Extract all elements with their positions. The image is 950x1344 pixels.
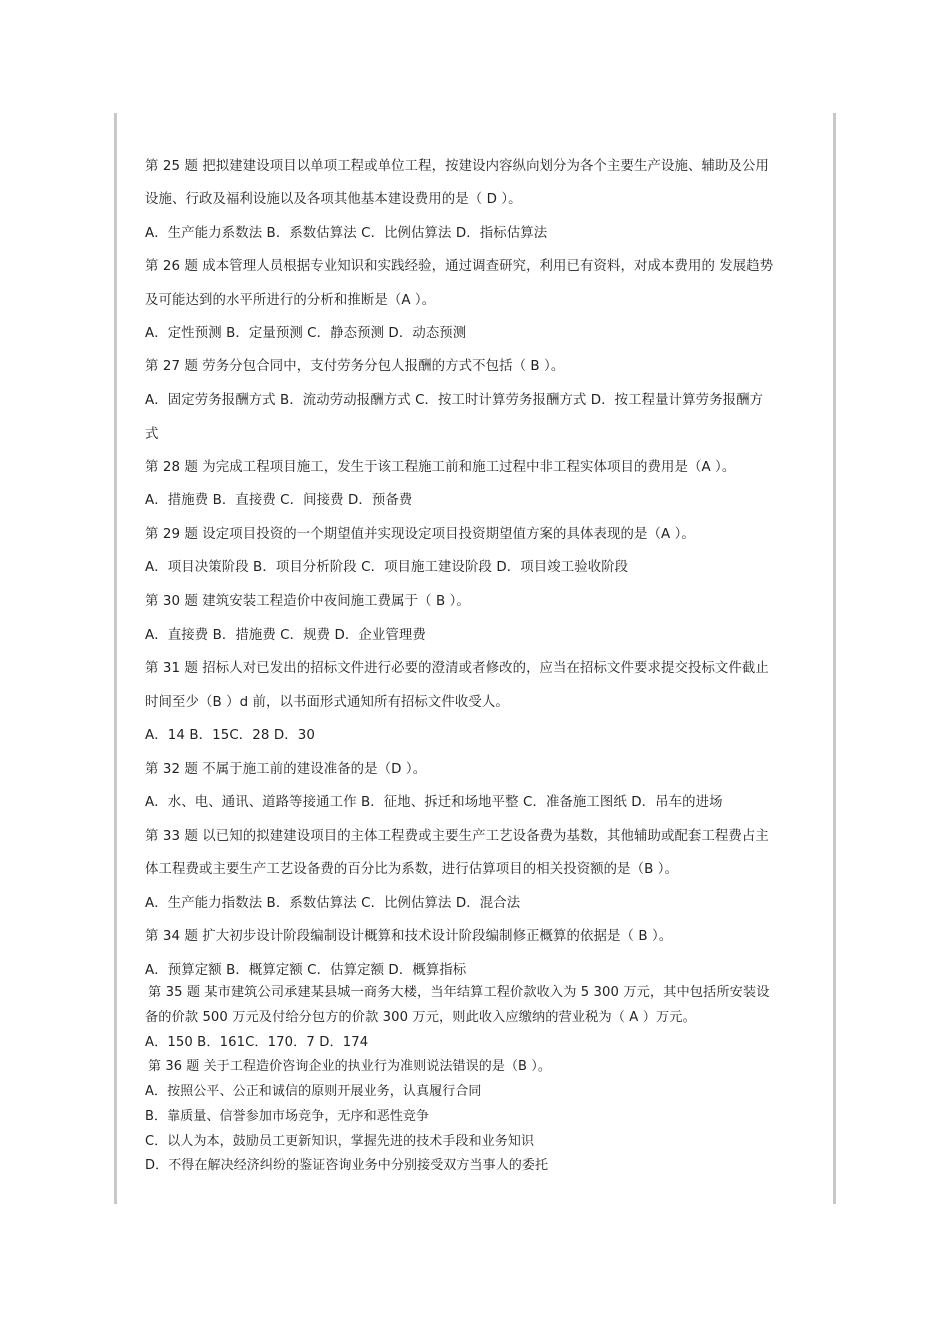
q35-options: A．150 B．161C．170．7 D．174	[145, 1035, 369, 1050]
q25-stem-line1: 第 25 题 把拟建建设项目以单项工程或单位工程，按建设内容纵向划分为各个主要生产设施、辅助及公用	[145, 159, 769, 174]
q31-stem-line2: 时间至少（B ）d 前，以书面形式通知所有招标文件收受人。	[145, 695, 509, 710]
q27-stem: 第 27 题 劳务分包合同中，支付劳务分包人报酬的方式不包括（ B ）。	[145, 359, 565, 374]
q28-stem: 第 28 题 为完成工程项目施工，发生于该工程施工前和施工过程中非工程实体项目的费用是（A ）。	[145, 460, 736, 475]
q30-stem: 第 30 题 建筑安装工程造价中夜间施工费属于（ B ）。	[145, 594, 470, 609]
q36-option-c: C．以人为本，鼓励员工更新知识，掌握先进的技术手段和业务知识	[145, 1134, 535, 1149]
q31-options: A．14 B．15C．28 D．30	[145, 728, 316, 743]
q33-stem-line1: 第 33 题 以已知的拟建建设项目的主体工程费或主要生产工艺设备费为基数，其他辅助或配套工程费占主	[145, 829, 769, 844]
q29-stem: 第 29 题 设定项目投资的一个期望值并实现设定项目投资期望值方案的具体表现的是（A ）。	[145, 527, 695, 542]
q32-options: A．水、电、通讯、道路等接通工作 B．征地、拆迁和场地平整 C．准备施工图纸 D．吊车的进场	[145, 795, 723, 810]
q36-option-b: B．靠质量、信誉参加市场竞争，无序和恶性竞争	[145, 1109, 430, 1124]
q27-options-line2: 式	[145, 427, 159, 442]
right-margin-rule	[833, 113, 836, 1204]
q26-options: A．定性预测 B．定量预测 C．静态预测 D．动态预测	[145, 326, 467, 341]
q36-stem: 第 36 题 关于工程造价咨询企业的执业行为准则说法错误的是（B ）。	[148, 1059, 551, 1074]
q34-stem: 第 34 题 扩大初步设计阶段编制设计概算和技术设计阶段编制修正概算的依据是（ B ）。	[145, 929, 673, 944]
q35-stem-line2: 备的价款 500 万元及付给分包方的价款 300 万元，则此收入应缴纳的营业税为（ A ）万元。	[145, 1010, 696, 1025]
q27-options-line1: A．固定劳务报酬方式 B．流动劳动报酬方式 C．按工时计算劳务报酬方式 D．按工程量计算劳务报酬方	[145, 393, 764, 408]
q35-stem-line1: 第 35 题 某市建筑公司承建某县城一商务大楼，当年结算工程价款收入为 5 300 万元，其中包括所安装设	[148, 985, 770, 1000]
q36-option-d: D．不得在解决经济纠纷的鉴证咨询业务中分别接受双方当事人的委托	[145, 1158, 549, 1173]
q33-options: A．生产能力指数法 B．系数估算法 C．比例估算法 D．混合法	[145, 896, 521, 911]
q36-option-a: A．按照公平、公正和诚信的原则开展业务，认真履行合同	[145, 1084, 482, 1099]
q28-options: A．措施费 B．直接费 C．间接费 D．预备费	[145, 493, 413, 508]
q25-options: A．生产能力系数法 B．系数估算法 C．比例估算法 D．指标估算法	[145, 226, 548, 241]
q33-stem-line2: 体工程费或主要生产工艺设备费的百分比为系数，进行估算项目的相关投资额的是（B ）。	[145, 862, 679, 877]
q30-options: A．直接费 B．措施费 C．规费 D．企业管理费	[145, 628, 426, 643]
q32-stem: 第 32 题 不属于施工前的建设准备的是（D ）。	[145, 762, 427, 777]
q31-stem-line1: 第 31 题 招标人对已发出的招标文件进行必要的澄清或者修改的，应当在招标文件要求提交投标文件截止	[145, 661, 769, 676]
q29-options: A．项目决策阶段 B．项目分析阶段 C．项目施工建设阶段 D．项目竣工验收阶段	[145, 560, 629, 575]
left-margin-rule	[114, 113, 117, 1204]
q34-options: A．预算定额 B．概算定额 C．估算定额 D．概算指标	[145, 963, 467, 978]
q25-stem-line2: 设施、行政及福利设施以及各项其他基本建设费用的是（ D ）。	[145, 192, 522, 207]
q26-stem-line1: 第 26 题 成本管理人员根据专业知识和实践经验，通过调查研究，利用已有资料，对成本费用的 发展趋势	[145, 259, 774, 274]
q26-stem-line2: 及可能达到的水平所进行的分析和推断是（A ）。	[145, 293, 436, 308]
